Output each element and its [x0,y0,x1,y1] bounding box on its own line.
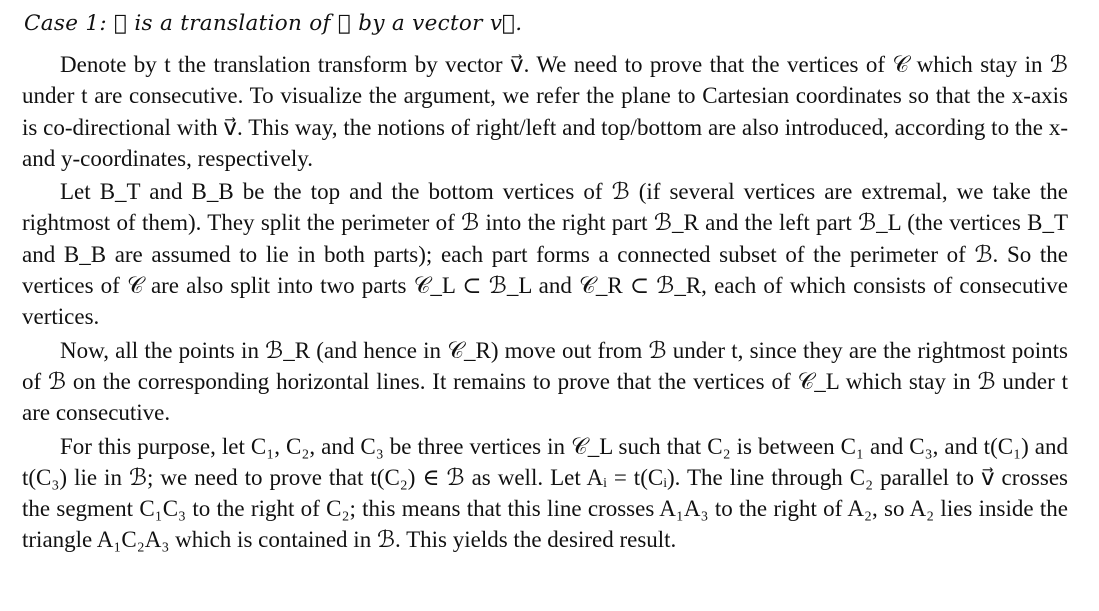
paragraph-right-part: Now, all the points in ℬ_R (and hence in 𝒞_R) move out from ℬ under t, since they are the rightmost points of ℬ on the corresponding horizontal lines. It remains to prove that the vertices of 𝒞_L which stay in ℬ under t are consecutive. [22,337,1068,426]
paragraph-perimeter-split: Let B_T and B_B be the top and the bottom vertices of ℬ (if several vertices are extremal, we take the rightmost of them). They split the perimeter of ℬ into the right part ℬ_R and the left part ℬ_L (the vertices B_T and B_B are assumed to lie in both parts); each part forms a connected subset of the perimeter of ℬ. So the vertices of 𝒞 are also split into two parts 𝒞_L ⊂ ℬ_L and 𝒞_R ⊂ ℬ_R, each of which consists of consecutive vertices. [22,179,1068,330]
proof-page [22,8,1068,556]
paragraph-translation-setup: Denote by t the translation transform by vector v⃗. We need to prove that the vertices of 𝒞 which stay in ℬ under t are consecutive. To visualize the argument, we refer the plane to Cartesian coordinates so that the x-axis is co-directional with v⃗. This way, the notions of right/left and top/bottom are also introduced, according to the x- and y-coordinates, respectively. [22,52,1068,171]
paragraph-consecutive-proof: For this purpose, let C₁, C₂, and C₃ be three vertices in 𝒞_L such that C₂ is between C₁ and C₃, and t(C₁) and t(C₃) lie in ℬ; we need to prove that t(C₂) ∈ ℬ as well. Let Aᵢ = t(Cᵢ). The line through C₂ parallel to v⃗ crosses the segment C₁C₃ to the right of C₂; this means that this line crosses A₁A₃ to the right of A₂, so A₂ lies inside the triangle A₁C₂A₃ which is contained in ℬ. This yields the desired result. [22,433,1068,553]
case-heading: Case 1: 𝒞 is a translation of 𝒜 by a vector v⃗. [24,11,523,36]
